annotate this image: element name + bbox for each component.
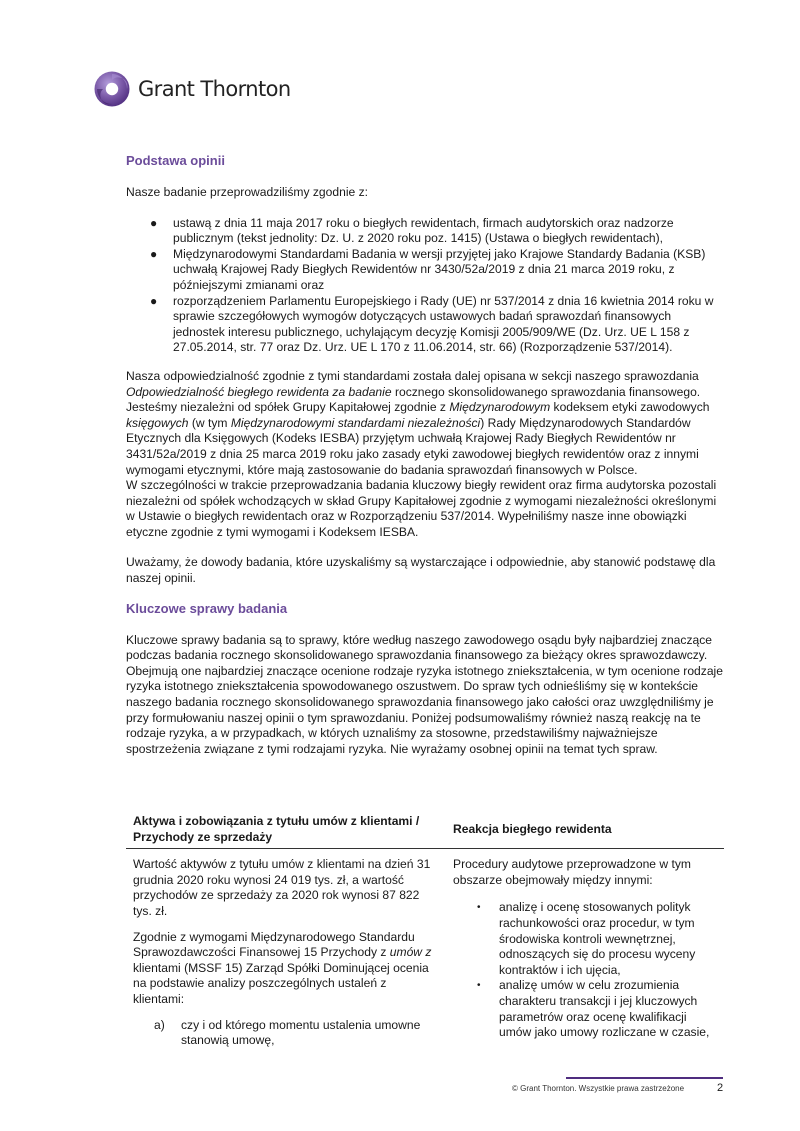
basis-intro: Nasze badanie przeprowadziliśmy zgodnie z:	[126, 185, 368, 199]
brand-name: Grant Thornton	[138, 77, 291, 101]
company-logo	[94, 71, 291, 107]
list-item: ● ustawą z dnia 11 maja 2017 roku o biegłych rewidentach, firmach audytorskich oraz nadzorze publicznym (tekst jednolity: Dz. U. z 2020 roku poz. 1415) (Ustawa o biegłych rewidentach),	[150, 215, 674, 246]
matter-cell: Wartość aktywów z tytułu umów z klientami na dzień 31 grudnia 2020 roku wynosi 24 019 tys. zł, a wartość przychodów ze sprzedaży za 2020 rok wynosi 87 822 tys. zł. Zgodnie z wymogami Międzynarodowego Standardu Sprawozdawczości Finansowej 15 Przychody z umów z klientami (MSSF 15) Zarząd Spółki Dominującej ocenia na podstawie analizy poszczególnych ustaleń z klientami: a) czy i od którego momentu ustalenia umowne stanowią umowę,	[133, 857, 432, 1048]
standards-list	[126, 216, 726, 356]
key-audit-matters-paragraph: Kluczowe sprawy badania są to sprawy, które według naszego zawodowego osądu były najbardziej znaczące podczas badania rocznego skonsolidowanego sprawozdania finansowego za bieżący okres sprawozdawczy. Obejmują one najbardziej znaczące ocenione rodzaje ryzyka istotnego zniekształcenia, w tym ocenione rodzaje ryzyka istotnego zniekształcenia spowodowanego oszustwem. Do spraw tych odnieśliśmy się w kontekście naszego badania rocznego skonsolidowanego sprawozdania finansowego jako całości oraz uwzględniliśmy je przy formułowaniu naszej opinii o tym sprawozdaniu. Poniżej podsumowaliśmy również naszą reakcję na te rodzaje ryzyka, a w przypadkach, w których uznaliśmy za stosowne, przedstawiliśmy najważniejsze spostrzeżenia związane z tymi rodzajami ryzyka. Nie wyrażamy osobnej opinii na temat tych spraw.	[126, 632, 723, 756]
footer-divider	[566, 1077, 723, 1079]
criteria-list	[133, 1018, 433, 1049]
section-heading-basis-of-opinion: Podstawa opinii	[126, 153, 225, 168]
list-item: ● rozporządzeniem Parlamentu Europejskiego i Rady (UE) nr 537/2014 z dnia 16 kwietnia 2014 roku w sprawie szczegółowych wymogów dotyczących ustawowych badań sprawozdań finansowych jednostek interesu publicznego, uchylającym decyzję Komisji 2005/909/WE (Dz. Urz. UE L 158 z 27.05.2014, str. 77 oraz Dz. Urz. UE L 170 z 11.06.2014, str. 66) (Rozporządzenie 537/2014).	[150, 293, 714, 355]
bullet-icon: •	[477, 902, 481, 914]
table-header-row	[126, 812, 724, 849]
responsibility-paragraph: Nasza odpowiedzialność zgodnie z tymi standardami została dalej opisana w sekcji naszego sprawozdania Odpowiedzialność biegłego rewidenta za badanie rocznego skonsolidowanego sprawozdania finansowego. Jesteśmy niezależni od spółek Grupy Kapitałowej zgodnie z Międzynarodowym kodeksem etyki zawodowych księgowych (w tym Międzynarodowymi standardami niezależności) Rady Międzynarodowych Standardów Etycznych dla Księgowych (Kodeks IESBA) przyjętym uchwałą Krajowej Rady Biegłych Rewidentów nr 3431/52a/2019 z dnia 25 marca 2019 roku jako zasady etyki zawodowej biegłych rewidentów oraz z innymi wymogami etycznymi, które mają zastosowanie do badania sprawozdań finansowych w Polsce. W szczególności w trakcie przeprowadzania badania kluczowy biegły rewident oraz firma audytorska pozostali niezależni od spółek wchodzących w skład Grupy Kapitałowej zgodnie z wymogami niezależności określonymi w Ustawie o biegłych rewidentach oraz w Rozporządzeniu 537/2014. Wypełniliśmy nasze inne obowiązki etyczne zgodnie z tymi wymogami i Kodeksem IESBA.	[126, 369, 726, 541]
response-cell: Procedury audytowe przeprowadzone w tym obszarze obejmowały między innymi: • analizę i ocenę stosowanych polityk rachunkowości oraz procedur, w tym środowiska kontroli wewnętrznej, odnoszących się do procesu wyceny kontraktów i ich ujęcia, • analizę umów w celu zrozumienia charakteru transakcji i jej kluczowych parametrów oraz ocenę kwalifikacji umów jako umowy rozliczane w czasie,	[441, 849, 724, 1049]
independence-paragraph: W szczególności w trakcie przeprowadzania badania kluczowy biegły rewident oraz firma audytorska pozostali niezależni od spółek wchodzących w skład Grupy Kapitałowej zgodnie z wymogami niezależności określonymi w Ustawie o biegłych rewidentach oraz w Rozporządzeniu 537/2014. Wypełniliśmy nasze inne obowiązki etyczne zgodnie z tymi wymogami i Kodeksem IESBA.	[126, 478, 717, 539]
conclusion-paragraph: Uważamy, że dowody badania, które uzyskaliśmy są wystarczające i odpowiednie, aby stanowić podstawę dla naszej opinii.	[126, 555, 716, 586]
procedures-list	[453, 900, 716, 1040]
bullet-icon: •	[477, 980, 481, 992]
footer-copyright: © Grant Thornton. Wszystkie prawa zastrzeżone	[512, 1084, 685, 1093]
page-number: 2	[717, 1082, 724, 1094]
table-row	[126, 849, 724, 1049]
table-header-response: Reakcja biegłego rewidenta	[441, 812, 724, 849]
list-item: a) czy i od którego momentu ustalenia umowne stanowią umowę,	[154, 1017, 421, 1048]
grant-thornton-logo-icon	[94, 71, 130, 107]
list-item: ● Międzynarodowymi Standardami Badania w wersji przyjętej jako Krajowe Standardy Badania (KSB) uchwałą Krajowej Rady Biegłych Rewidentów nr 3430/52a/2019 z dnia 21 marca 2019 roku, z późniejszymi zmianami oraz	[150, 246, 706, 292]
bullet-icon: ●	[150, 246, 158, 261]
list-item: • analizę i ocenę stosowanych polityk rachunkowości oraz procedur, w tym środowiska kontroli wewnętrznej, odnoszących się do procesu wyceny kontraktów i ich ujęcia,	[477, 900, 696, 977]
table-header-matter: Aktywa i zobowiązania z tytułu umów z klientami / Przychody ze sprzedaży	[126, 812, 441, 849]
list-item: • analizę umów w celu zrozumienia charakteru transakcji i jej kluczowych parametrów oraz ocenę kwalifikacji umów jako umowy rozliczane w czasie,	[477, 978, 710, 1040]
key-audit-matters-table	[126, 812, 724, 1049]
document-body	[126, 150, 726, 757]
bullet-icon: ●	[150, 293, 158, 308]
section-heading-key-audit-matters: Kluczowe sprawy badania	[126, 600, 288, 616]
bullet-icon: ●	[150, 215, 158, 230]
